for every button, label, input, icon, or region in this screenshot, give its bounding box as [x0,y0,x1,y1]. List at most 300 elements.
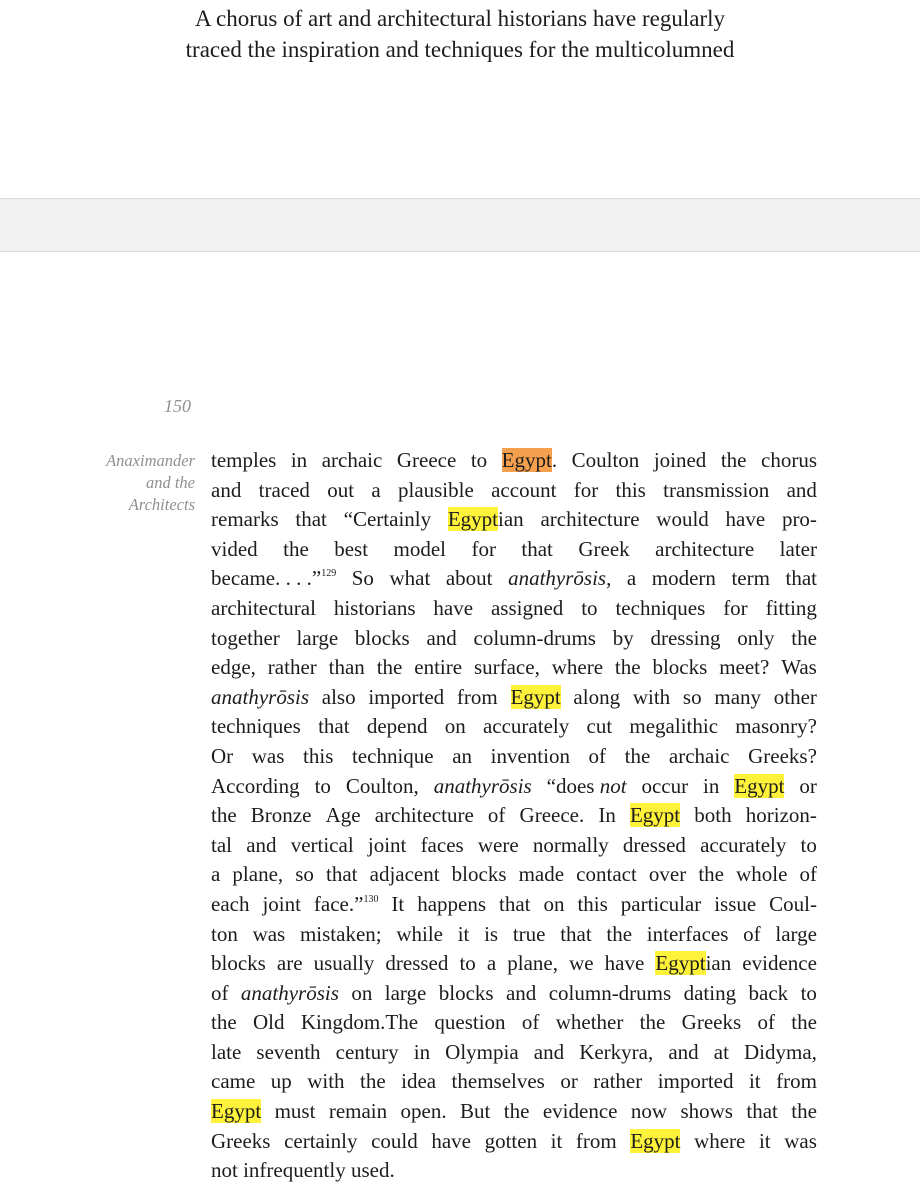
text-fragment: anathyrōsis [240,980,339,1005]
text-fragment: the [283,536,309,561]
word [211,594,316,624]
word [598,801,616,831]
word [426,624,456,654]
word [775,920,817,950]
word [351,979,372,1009]
word [256,1038,320,1068]
word [439,979,494,1009]
text-fragment: masonry? [735,714,817,739]
running-head-line: Architects [128,495,195,514]
word [625,742,651,772]
word [262,890,301,920]
text-fragment: Or [211,743,234,768]
highlighted-term: Egypt [510,684,561,709]
text-fragment: large [296,625,339,650]
text-fragment: megalithic [629,714,719,739]
word [616,476,646,506]
word [459,949,475,979]
word [391,890,404,920]
text-fragment: plane, [232,862,284,887]
text-fragment: faces [420,832,464,857]
word [578,535,629,565]
text-fragment: back [748,980,789,1005]
word [471,535,496,565]
text-fragment: joint [367,832,407,857]
page-number: 150 [164,396,191,416]
word [474,624,596,654]
text-fragment: ton [211,921,238,946]
text-fragment: with [307,1069,345,1094]
word [211,476,241,506]
text-fragment: it [758,1128,771,1153]
word [433,594,473,624]
text-fragment: Greeks? [748,743,817,768]
text-fragment: anathyrōsis [211,684,310,709]
word [615,594,705,624]
text-fragment: over [648,862,687,887]
text-fragment: must [274,1099,316,1124]
word [211,1097,261,1127]
word [211,742,233,772]
text-line [211,1156,817,1186]
word [241,979,339,1009]
text-fragment: of [211,980,229,1005]
text-fragment: particular [620,891,702,916]
word [629,712,718,742]
word [782,505,817,535]
word [655,949,731,979]
text-fragment: cut [586,714,613,739]
word [368,683,444,713]
word [680,1097,733,1127]
text-line: traced the inspiration and techniques for the multicolumned [185,37,735,62]
word [360,1067,386,1097]
word [344,505,431,535]
word [334,535,368,565]
word [791,624,817,654]
highlighted-term: Egypt [655,951,706,976]
word [385,979,427,1009]
word [800,860,818,890]
text-fragment: other [773,684,817,709]
text-fragment: this [577,891,608,916]
word [211,920,238,950]
text-fragment: large [775,921,817,946]
word [421,831,464,861]
word [211,1127,270,1157]
word [587,712,613,742]
word [322,446,383,476]
text-fragment: ian [705,951,732,976]
text-fragment: the [698,862,724,887]
text-fragment: that [521,536,553,561]
word [735,712,817,742]
word [211,564,336,594]
word [654,446,707,476]
word [211,712,301,742]
text-fragment: In [598,803,616,828]
word [574,476,599,506]
word [560,920,592,950]
text-fragment: certainly [284,1128,358,1153]
text-fragment: for [573,477,599,502]
text-fragment: remarks [211,507,279,532]
text-fragment: became. . . .” [211,566,322,591]
word [417,890,486,920]
text-fragment: depend [366,714,428,739]
text-fragment: architecture [540,507,640,532]
text-fragment: dressed [385,951,449,976]
text-fragment: for [723,595,748,620]
text-fragment: occur [641,773,689,798]
word [700,831,786,861]
word [623,831,686,861]
text-fragment: that [560,921,592,946]
text-fragment: is [484,921,499,946]
word [297,624,339,654]
highlighted-term: Egypt [211,1099,262,1124]
word [749,979,789,1009]
text-fragment: and [786,477,817,502]
word [211,860,220,890]
text-fragment: techniques [615,595,706,620]
text-fragment: with [632,684,671,709]
text-fragment: have [431,1128,471,1153]
text-fragment: of [487,803,506,828]
text-line [211,890,817,920]
word [533,831,609,861]
word [452,742,472,772]
word [396,920,443,950]
word [491,476,556,506]
word [291,446,307,476]
text-fragment: normally [532,832,609,857]
text-fragment: a [371,477,381,502]
word [714,1038,729,1068]
word [784,1127,817,1157]
word [322,683,356,713]
word [801,831,817,861]
word [398,476,474,506]
highlighted-term: Egypt [501,448,552,472]
text-fragment: Greeks [211,1128,271,1153]
word [721,446,747,476]
text-fragment: to [470,448,488,472]
word [452,860,507,890]
word [507,949,558,979]
text-line [211,683,817,713]
word [589,742,607,772]
text-fragment: anathyrōsis [508,566,607,591]
text-fragment: came [211,1069,256,1094]
text-fragment: the [791,1010,817,1035]
text-line [211,772,817,802]
text-fragment: column-drums [548,980,672,1005]
word [283,535,309,565]
text-fragment: could [371,1128,418,1153]
text-fragment: to [800,832,817,857]
text-fragment: architecture [374,803,474,828]
word [303,742,333,772]
word [605,949,645,979]
word [211,535,258,565]
text-fragment: for [471,536,496,561]
word [576,860,637,890]
text-line [211,949,817,979]
word [253,1008,285,1038]
word [401,1097,447,1127]
text-fragment: Coulton, [345,773,419,798]
word [746,801,817,831]
text-line [211,742,817,772]
body-paragraph [211,446,817,1186]
text-fragment: blocks [652,655,708,680]
text-fragment: of [799,862,817,887]
word [757,1008,775,1038]
word [631,1097,667,1127]
text-fragment: techniques [211,714,301,739]
text-fragment: many [714,684,762,709]
word [630,1127,680,1157]
text-fragment: column-drums [473,625,596,650]
word [377,653,403,683]
word [744,1038,817,1068]
word [295,860,314,890]
word [301,1008,418,1038]
text-line [211,1008,817,1038]
word [683,683,702,713]
word [491,742,570,772]
word [785,564,817,594]
word [761,446,817,476]
word [540,505,639,535]
word [641,772,688,802]
word [606,920,632,950]
word [460,1097,490,1127]
text-fragment: that [499,891,531,916]
word [719,653,769,683]
word [457,683,498,713]
word [520,801,585,831]
word [211,505,279,535]
text-fragment: and [533,1039,565,1064]
text-fragment: joined [653,448,707,472]
word [211,772,300,802]
text-fragment: Greek [578,536,630,561]
word [742,949,817,979]
word [552,653,603,683]
text-fragment: blocks [354,625,410,650]
word [211,446,276,476]
word [748,742,817,772]
text-fragment: the [639,1010,666,1035]
text-fragment: have [604,951,645,976]
text-line [211,712,817,742]
text-fragment: where [694,1128,746,1153]
word [326,860,358,890]
text-fragment: out [327,477,355,502]
text-line [211,801,817,831]
text-line [211,653,817,683]
text-fragment: , [606,566,612,591]
word [251,801,312,831]
text-line [211,446,817,476]
word [630,801,680,831]
word [389,564,430,594]
word [336,1038,399,1068]
word [682,1008,741,1038]
text-fragment: chorus [761,448,817,472]
word [781,653,817,683]
word [452,1067,545,1097]
text-fragment: usually [313,951,375,976]
text-fragment: It [391,891,405,916]
word [314,949,375,979]
word [543,1097,618,1127]
text-line [211,1067,817,1097]
text-fragment: to [581,595,598,620]
text-fragment: from [776,1069,817,1094]
word [211,1038,241,1068]
text-fragment: Coulton [571,448,640,472]
text-fragment: were [477,832,519,857]
text-fragment: the [360,1069,386,1094]
text-fragment: so [295,862,314,887]
text-fragment: vided [211,536,258,561]
text-fragment: was [251,743,285,768]
text-fragment: assigned [490,595,564,620]
word [569,949,594,979]
word [329,1097,387,1127]
word [743,920,761,950]
text-fragment: while [396,921,443,946]
text-fragment: fitting [765,595,817,620]
text-fragment: a [626,566,637,591]
word [652,653,707,683]
word [414,653,462,683]
text-fragment: Kingdom.The [300,1010,419,1035]
word [300,920,382,950]
text-fragment: issue [714,891,757,916]
highlighted-term: Egypt [447,507,499,532]
text-fragment: evidence [742,951,817,976]
text-fragment: account [491,477,557,502]
text-fragment: plane, [507,951,558,976]
text-fragment: the [791,1099,817,1124]
text-fragment: But [460,1099,491,1124]
text-fragment: from [456,684,498,709]
text-fragment: in [703,773,720,798]
word [731,564,769,594]
word [295,505,327,535]
word [478,831,519,861]
text-line [211,624,817,654]
text-fragment: and [246,832,277,857]
text-fragment: a [486,951,497,976]
text-fragment: invention [490,743,570,768]
text-fragment: gotten [484,1128,538,1153]
word [613,624,634,654]
word [774,683,817,713]
word [211,683,309,713]
text-fragment: contact [576,862,637,887]
footnote-ref: 129 [321,568,337,580]
text-fragment: on [543,891,565,916]
word [521,535,553,565]
text-fragment: that [785,566,817,591]
text-fragment: dating [683,980,737,1005]
text-line [211,505,817,535]
text-fragment: later [779,536,817,561]
word [487,949,496,979]
text-fragment: that [746,1099,778,1124]
word [579,1038,653,1068]
text-fragment: also [321,684,356,709]
text-fragment: this [303,743,334,768]
text-fragment: the [211,803,237,828]
word [352,742,434,772]
text-fragment: seventh [256,1039,321,1064]
word [573,683,620,713]
word [491,594,563,624]
word [375,801,474,831]
text-fragment: along [573,684,621,709]
text-line [211,1127,817,1157]
text-fragment: Greece [396,448,457,472]
text-fragment: historians [333,595,416,620]
word [434,772,532,802]
text-line [211,920,817,950]
word [434,1008,505,1038]
text-fragment: idea [401,1069,437,1094]
text-fragment: was [252,921,286,946]
text-fragment: to [800,980,817,1005]
word [576,1127,617,1157]
word [577,890,607,920]
text-fragment: open. [400,1099,447,1124]
text-fragment: and [211,477,242,502]
text-fragment: happens [417,891,487,916]
word [259,476,310,506]
word [581,594,597,624]
word [488,801,506,831]
text-fragment: model [393,536,446,561]
text-line [211,979,817,1009]
text-fragment: of [743,921,761,946]
text-line [211,831,817,861]
text-fragment: an [452,743,473,768]
text-fragment: by [612,625,634,650]
word [370,860,440,890]
word [776,1067,817,1097]
word [534,1038,564,1068]
word [483,712,569,742]
text-fragment: where [551,655,604,680]
text-line [211,535,817,565]
word [371,1127,418,1157]
word [703,772,719,802]
word [737,624,774,654]
text-line [211,564,817,594]
word [615,653,641,683]
word [736,860,787,890]
text-fragment: now [630,1099,668,1124]
word [397,446,456,476]
text-fragment: pro- [781,507,817,532]
text-fragment: archaic [668,743,730,768]
word [652,564,716,594]
word [593,1067,642,1097]
